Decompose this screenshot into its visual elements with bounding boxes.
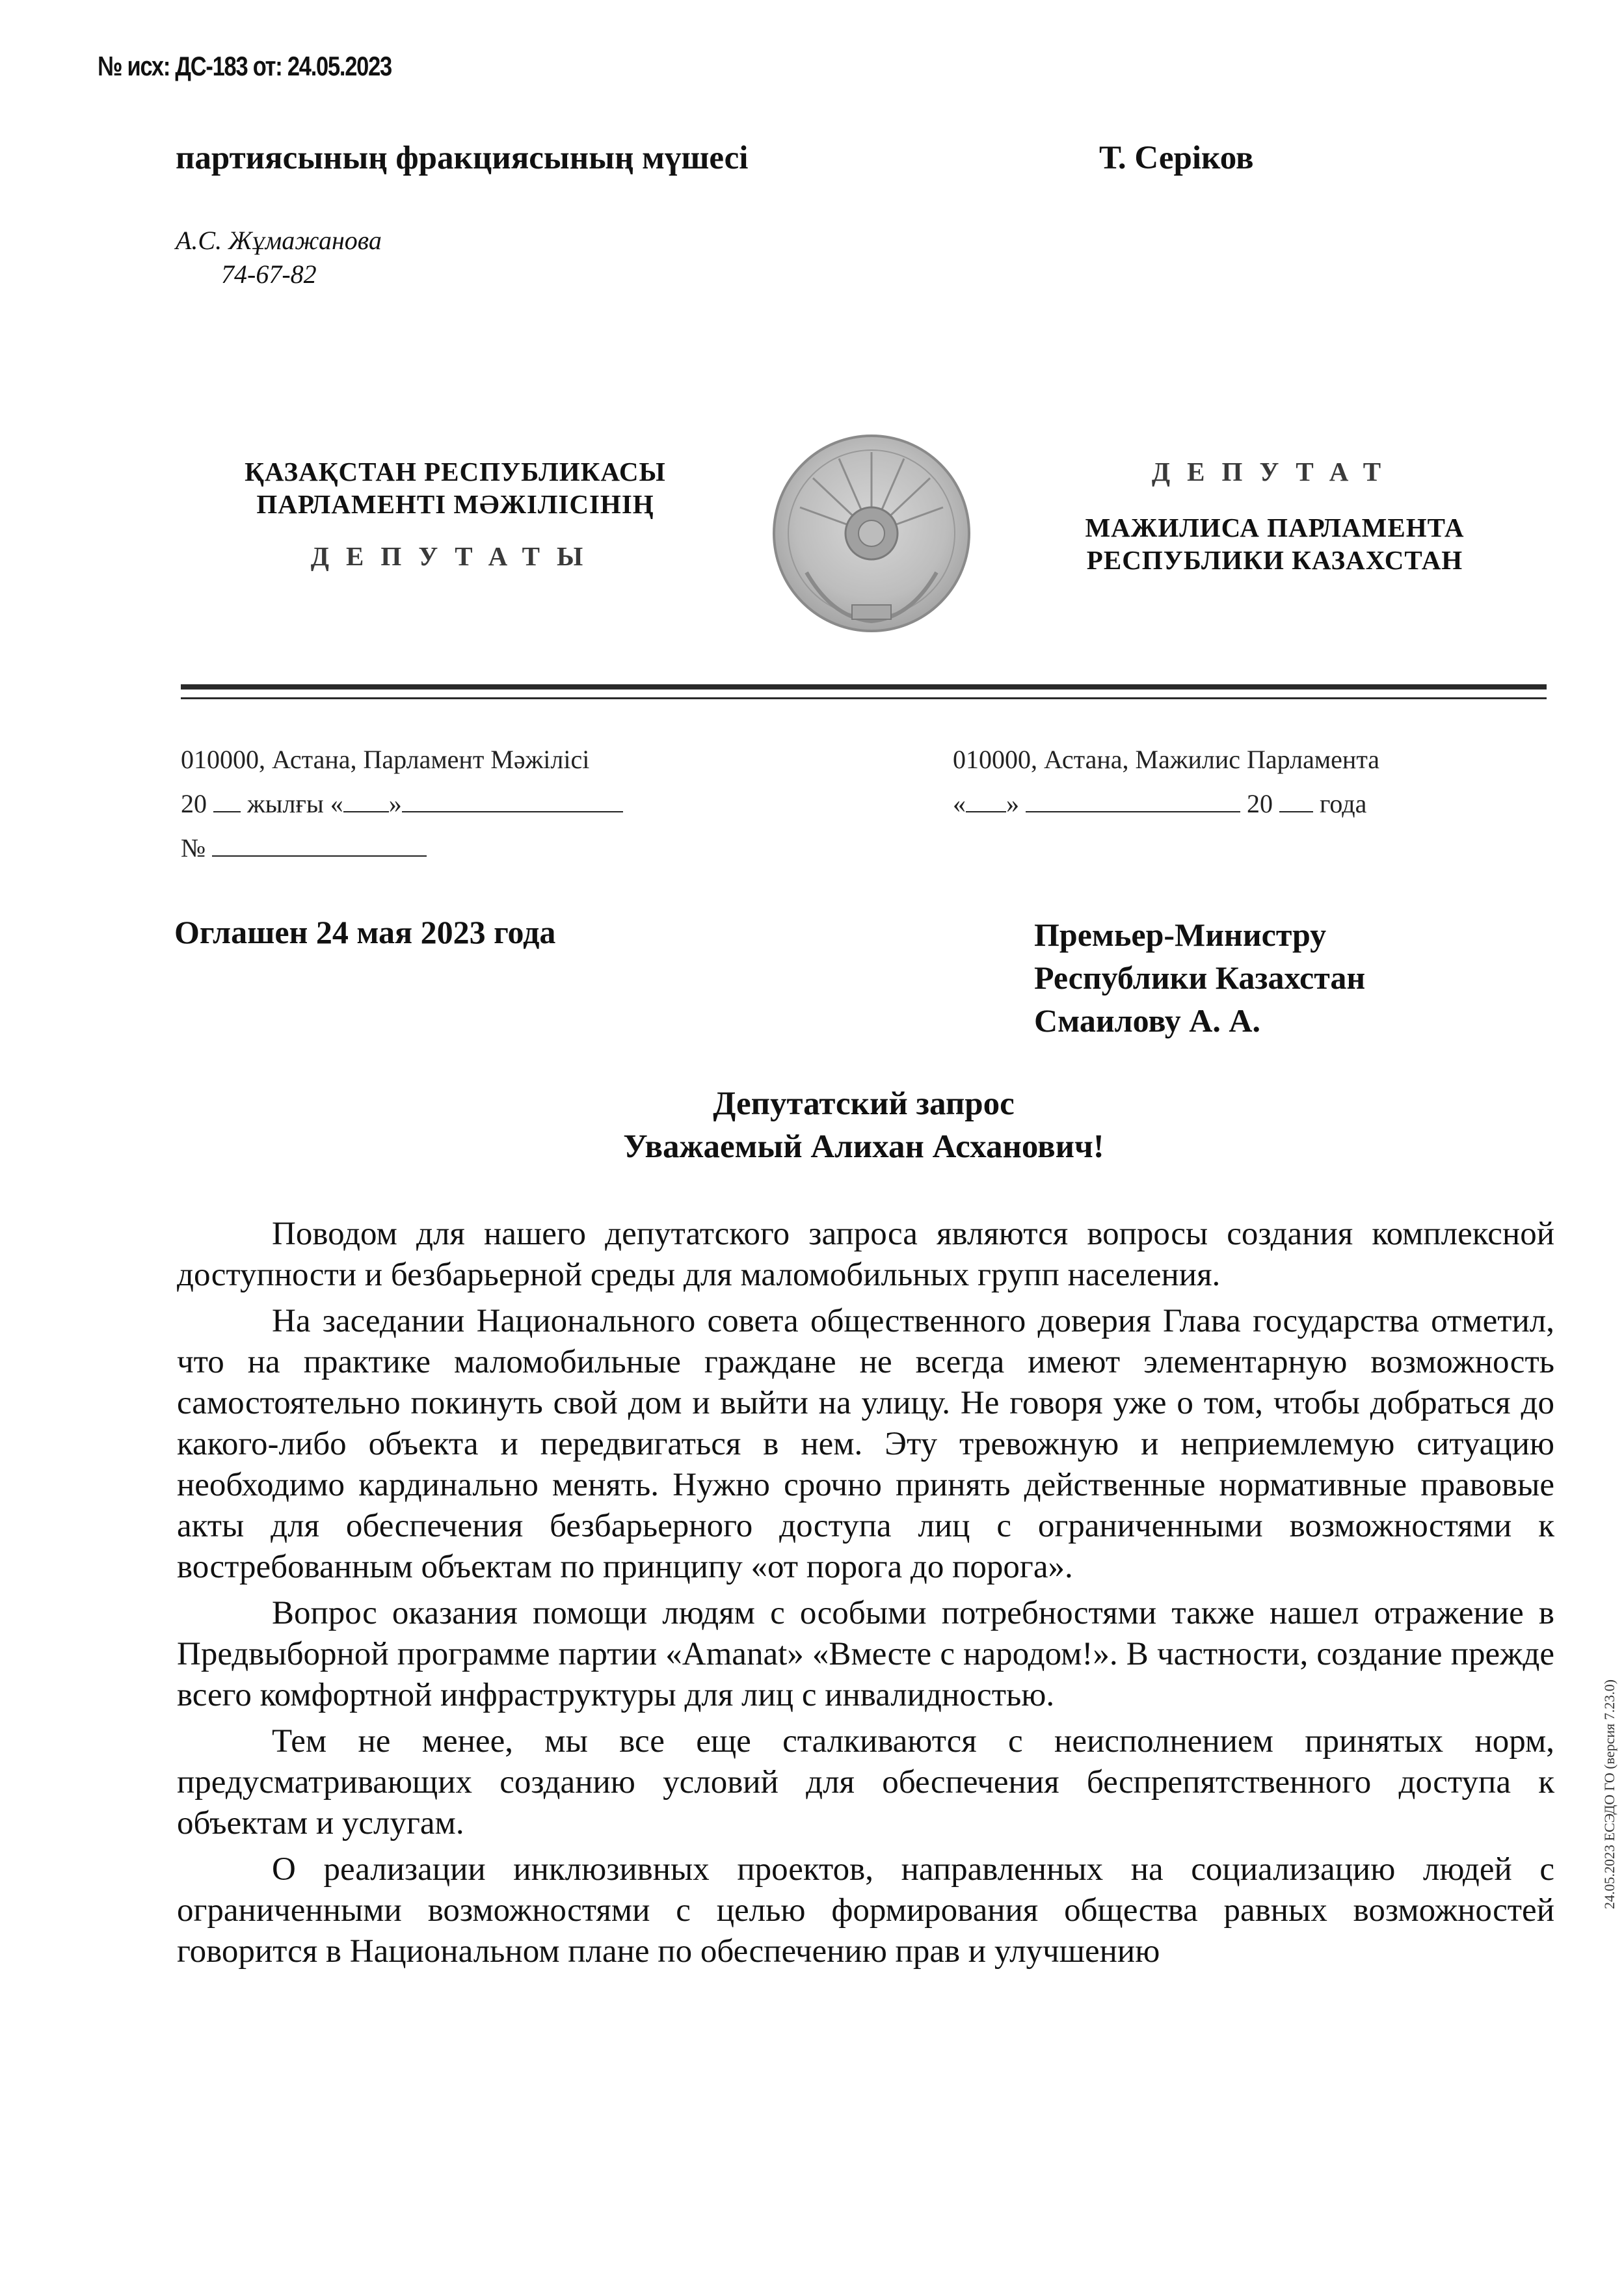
number-fill bbox=[212, 833, 427, 857]
address-right-quote-close: » bbox=[1006, 789, 1019, 818]
letterhead-right-line3: РЕСПУБЛИКИ КАЗАХСТАН bbox=[1086, 545, 1463, 575]
executor-block bbox=[176, 224, 382, 291]
year-fill bbox=[213, 789, 241, 812]
letterhead-left-line2: ПАРЛАМЕНТІ МӘЖІЛІСІНІҢ bbox=[256, 489, 654, 519]
letterhead-divider-thick bbox=[181, 684, 1547, 689]
paragraph: О реализации инклюзивных проектов, направленных на социализацию людей с ограниченными возможностями с целью формирования общества равных возможностей говорится в Национальном плане по обеспечению прав и улучшению bbox=[177, 1851, 1554, 1970]
address-right-year-suffix: года bbox=[1320, 789, 1367, 818]
address-right-date bbox=[953, 782, 1379, 826]
address-right-line1: 010000, Астана, Мажилис Парламента bbox=[953, 745, 1380, 774]
letterhead-right bbox=[1015, 455, 1535, 576]
document-title-block bbox=[181, 1082, 1547, 1168]
recipient-block bbox=[1034, 913, 1365, 1042]
address-right-year-prefix: 20 bbox=[1247, 789, 1273, 818]
letterhead-left bbox=[202, 455, 709, 572]
address-left-year-suffix: жылғы « bbox=[247, 789, 343, 818]
signatory-name: Т. Серіков bbox=[1099, 140, 1254, 176]
month-fill bbox=[402, 789, 623, 812]
address-left-year-prefix: 20 bbox=[181, 789, 207, 818]
address-left-date bbox=[181, 782, 623, 826]
paragraph: Поводом для нашего депутатского запроса являются вопросы создания комплексной доступности и безбарьерной среды для маломобильных групп населения. bbox=[177, 1216, 1554, 1293]
year-fill bbox=[1279, 789, 1313, 812]
address-right bbox=[953, 738, 1379, 826]
letterhead-right-line1: ДЕПУТАТ bbox=[1151, 457, 1398, 487]
announcement-date: Оглашен 24 мая 2023 года bbox=[174, 914, 556, 950]
document-title: Депутатский запрос bbox=[713, 1086, 1015, 1122]
paragraph: Тем не менее, мы все еще сталкиваются с неисполнением принятых норм, предусматривающих созданию условий для обеспечения беспрепятственного доступа к объектам и услугам. bbox=[177, 1723, 1554, 1841]
letterhead-left-line3: ДЕПУТАТЫ bbox=[310, 541, 600, 571]
address-left-number-row bbox=[181, 826, 623, 870]
address-left-number: № bbox=[181, 833, 206, 863]
recipient-line3: Смаилову А. А. bbox=[1034, 1002, 1260, 1039]
day-fill bbox=[343, 789, 389, 812]
state-emblem-icon bbox=[761, 423, 982, 644]
side-stamp: 24.05.2023 ЕСЭДО ГО (версия 7.23.0) bbox=[1601, 1679, 1617, 1909]
signatory-position: партиясының фракциясының мүшесі bbox=[176, 140, 749, 176]
salutation: Уважаемый Алихан Асханович! bbox=[623, 1129, 1104, 1165]
letterhead-divider-thin bbox=[181, 697, 1547, 699]
address-left-quote-close: » bbox=[388, 789, 402, 818]
letterhead-right-line2: МАЖИЛИСА ПАРЛАМЕНТА bbox=[1085, 513, 1465, 542]
letterhead-left-line1: ҚАЗАҚСТАН РЕСПУБЛИКАСЫ bbox=[245, 457, 666, 487]
registration-number: № исх: ДС-183 от: 24.05.2023 bbox=[98, 51, 392, 81]
executor-phone: 74-67-82 bbox=[221, 260, 317, 289]
recipient-line2: Республики Казахстан bbox=[1034, 959, 1366, 996]
body-text bbox=[177, 1214, 1554, 1977]
executor-name: А.С. Жұмажанова bbox=[176, 226, 382, 255]
day-fill bbox=[966, 789, 1006, 812]
address-left-line1: 010000, Астана, Парламент Мәжілісі bbox=[181, 745, 590, 774]
paragraph: На заседании Национального совета общественного доверия Глава государства отметил, что на практике маломобильные граждане не всегда имеют элементарную возможность самостоятельно покинуть свой дом и выйти на улицу. Не говоря уже о том, чтобы добраться до какого-либо объекта и передвигаться в нем. Эту тревожную и неприемлемую ситуацию необходимо кардинально менять. Нужно срочно принять действенные нормативные правовые акты для обеспечения безбарьерного доступа лиц с ограниченными возможностями к востребованным объектам по принципу «от порога до порога». bbox=[177, 1303, 1554, 1585]
paragraph: Вопрос оказания помощи людям с особыми потребностями также нашел отражение в Предвыборной программе партии «Amanat» «Вместе с народом!». В частности, создание прежде всего комфортной инфраструктуры для лиц с инвалидностью. bbox=[177, 1595, 1554, 1713]
address-right-quote-open: « bbox=[953, 789, 966, 818]
recipient-line1: Премьер-Министру bbox=[1034, 917, 1327, 953]
month-fill bbox=[1026, 789, 1240, 812]
address-left bbox=[181, 738, 623, 870]
